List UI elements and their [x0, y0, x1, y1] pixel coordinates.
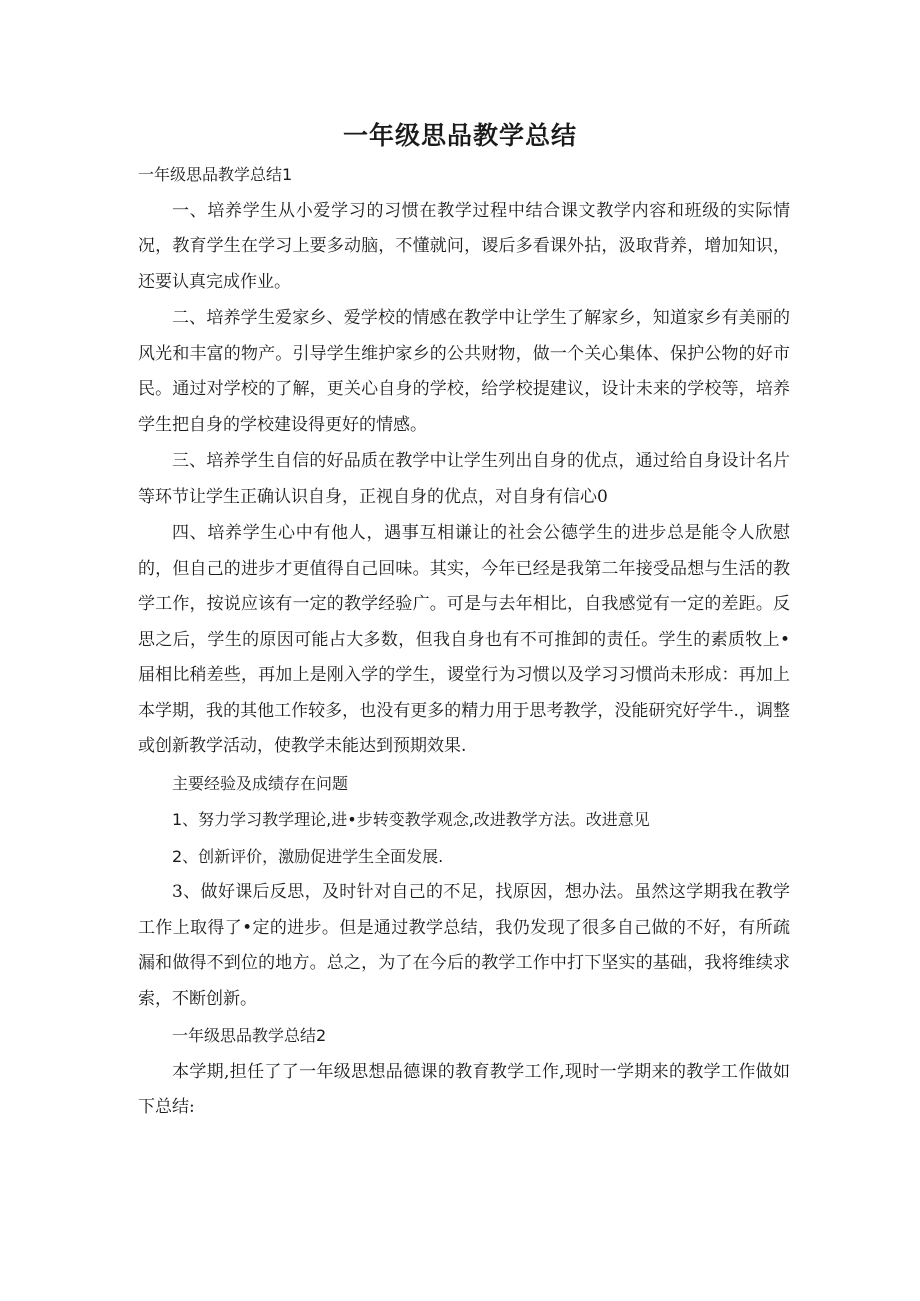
- section2-paragraph: 本学期,担任了了一年级思想品德课的教育教学工作,现时一学期来的教学工作做如下总结:: [138, 1061, 790, 1117]
- list-item-1: 1、努力学习教学理论,进•步转变教学观念,改进教学方法。改进意见: [172, 810, 650, 829]
- section2-heading: 一年级思品教学总结2: [172, 1026, 327, 1045]
- paragraph-1: 一、培养学生从小爱学习的习惯在教学过程中结合课文教学内容和班级的实际情况，教育学生在学习上要多动脑，不懂就问，谡后多看课外拈，汲取背养，增加知识，还要认真完成作业。: [138, 200, 790, 292]
- list-item-2: 2、创新评价，激励促进学生全面发展.: [172, 846, 444, 866]
- paragraph-3: 三、培养学生自信的好品质在教学中让学生列出自身的优点，通过给自身设计名片等环节让学生正确认识自身，正视自身的优点，对自身有信心0: [138, 451, 790, 507]
- list-item-3: 3、做好课后反思，及时针对自己的不足，找原因，想办法。虽然这学期我在教学工作上取得了•定的进步。但是通过教学总结，我仍发现了很多自己做的不好，有所疏漏和做得不到位的地方。总之，为了在今后的教学工作中打下坚实的基础，我将维续求索，不断创新。: [138, 882, 790, 1009]
- document-body: [138, 157, 790, 1127]
- subheading: 主要经验及成绩存在问题: [172, 773, 349, 793]
- paragraph-2: 二、培养学生爱家乡、爱学校的情感在教学中让学生了解家乡，知道家乡有美丽的风光和丰富的物产。引导学生维护家乡的公共财物，做一个关心集体、保护公物的好市民。通过对学校的了解，更关心自身的学校，给学校提建议，设计未来的学校等，培养学生把自身的学校建设得更好的情感。: [138, 308, 790, 435]
- paragraph-4: 四、培养学生心中有他人，遇事互相谦让的社会公德学生的进步总是能令人欣慰的，但自己的进步才更值得自己回味。其实，今年已经是我第二年接受品想与生活的教学工作，按说应该有一定的教学经验广。可是与去年相比，自我感觉有一定的差距。反思之后，学生的原因可能占大多数，但我自身也有不可推卸的责任。学生的素质牧上•届相比稍差些，再加上是刚入学的学生，谡堂行为习惯以及学习习惯尚未形成：再加上本学期，我的其他工作较多，也没有更多的精力用于思考教学，没能研究好学牛.，调整或创新教学活动，使教学未能达到预期效果.: [138, 523, 790, 756]
- section1-heading: 一年级思品教学总结1: [138, 165, 293, 184]
- document-title: 一年级思品教学总结: [342, 121, 577, 150]
